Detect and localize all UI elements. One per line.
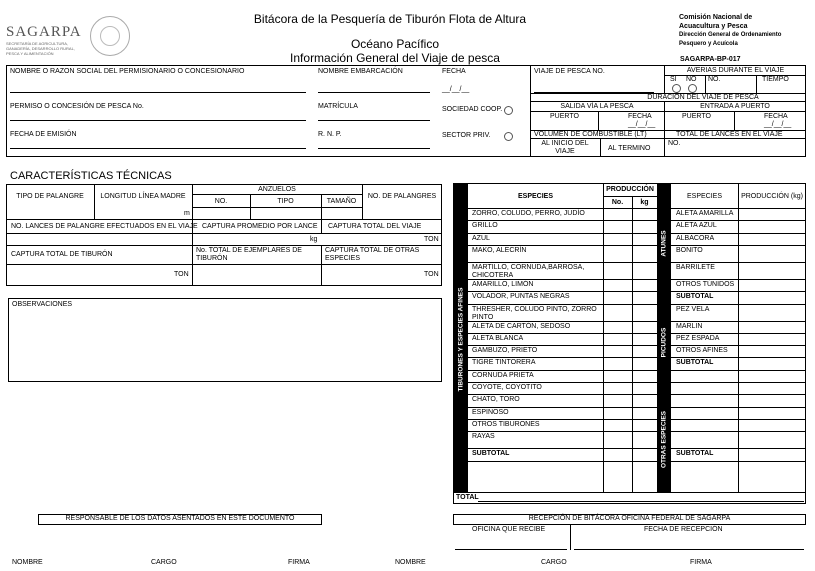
sig-firma-2: FIRMA (690, 559, 712, 566)
logo-text: SAGARPA (6, 24, 82, 40)
tech-heading: CARACTERÍSTICAS TÉCNICAS (10, 170, 172, 182)
rnp-label: R. N. P. (318, 131, 342, 138)
averias-no-radio[interactable] (688, 84, 697, 93)
averias-si-label: SI (670, 76, 677, 83)
produccion-kg-label: kg (640, 199, 649, 206)
recepcion-label: RECEPCIÓN DE BITÁCORA OFICINA FEDERAL DE SAGARPA (528, 515, 731, 522)
permiso-field[interactable] (10, 120, 306, 121)
averias-tiempo-label: TIEMPO (762, 76, 789, 83)
fecha-label: FECHA (442, 68, 466, 75)
matricula-label: MATRÍCULA (318, 103, 358, 110)
left-species-row: CORNUDA PRIETA (472, 371, 534, 379)
org-line-3: Dirección General de Ordenamiento (679, 32, 782, 38)
left-species-row: AZUL (472, 234, 490, 242)
left-species-row: ZORRO, COLUDO, PERRO, JUDÍO (472, 210, 585, 217)
left-species-row: CHATO, TORO (472, 396, 520, 404)
fecha-field[interactable]: __/__/__ (442, 86, 470, 93)
doc-subtitle-ocean: Océano Pacífico (350, 37, 440, 51)
right-species-row: ALETA AMARILLA (676, 210, 734, 217)
left-species-row: ALETA DE CARTÓN, SEDOSO (472, 322, 571, 330)
entrada-label: ENTRADA A PUERTO (700, 103, 770, 110)
longitud-unit: m (184, 210, 190, 217)
emision-label: FECHA DE EMISIÓN (10, 131, 77, 138)
left-species-row: AMARILLO, LIMÓN (472, 280, 534, 288)
left-species-row: ALETA BLANCA (472, 334, 524, 342)
ejemplares-label: No. TOTAL DE EJEMPLARES DE TIBURÓN (196, 247, 302, 262)
averias-si-radio[interactable] (672, 84, 681, 93)
left-species-row: TIGRE TINTORERA (472, 359, 536, 367)
right-species-row: BARRILETE (676, 263, 715, 271)
captura-tiburon-label: CAPTURA TOTAL DE TIBURÓN (11, 251, 113, 258)
doc-subtitle-info: Información General del Viaje de pesca (290, 51, 500, 65)
left-species-row: OTROS TIBURONES (472, 420, 540, 428)
left-species-row: GRILLO (472, 222, 498, 230)
right-species-row: PEZ VELA (676, 305, 710, 313)
total-field[interactable] (478, 501, 804, 502)
left-species-row: GAMBUZO, PRIETO (472, 347, 538, 355)
sig-nombre-1: NOMBRE (12, 559, 43, 566)
no-palangres-label: NO. DE PALANGRES (367, 193, 437, 200)
anzuelos-tamano-label: TAMAÑO (326, 198, 357, 205)
right-species-row: MARLIN (676, 322, 703, 330)
right-species-row: OTROS TÚNIDOS (676, 280, 735, 288)
right-species-row: SUBTOTAL (676, 359, 714, 367)
left-species-row: COYOTE, COYOTITO (472, 384, 542, 391)
oficina-label: OFICINA QUE RECIBE (472, 526, 546, 533)
longitud-label: LONGITUD LÍNEA MADRE (100, 193, 186, 200)
logo-subtext: SECRETARÍA DE AGRICULTURA, GANADERÍA, DESARROLLO RURAL, PESCA Y ALIMENTACIÓN (6, 41, 75, 56)
band-tiburones-label: TIBURONES Y ESPECIES AFINES (457, 287, 465, 392)
right-species-row: ALBACORA (676, 234, 715, 242)
lances-no-label: NO. (668, 140, 681, 147)
tipo-palangre-label: TIPO DE PALANGRE (16, 193, 84, 200)
lances-label: NO. LANCES DE PALANGRE EFECTUADOS EN EL VIAJE (11, 223, 198, 230)
permiso-label: PERMISO O CONCESIÓN DE PESCA No. (10, 103, 144, 110)
anzuelos-label: ANZUELOS (258, 186, 296, 193)
embarcacion-field[interactable] (318, 92, 430, 93)
form-code: SAGARPA-BP-017 (680, 56, 741, 63)
left-species-row: MARTILLO, CORNUDA,BARROSA, CHICOTERA (472, 263, 585, 279)
sig-cargo-1: CARGO (151, 559, 177, 566)
embarcacion-label: NOMBRE EMBARCACIÓN (318, 68, 403, 75)
oficina-field[interactable] (455, 549, 567, 550)
entrada-puerto-label: PUERTO (682, 113, 711, 120)
sig-firma-1: FIRMA (288, 559, 310, 566)
matricula-field[interactable] (318, 120, 430, 121)
al-termino-label: AL TERMINO (608, 145, 651, 152)
sociedad-label: SOCIEDAD COOP. (442, 106, 503, 113)
anzuelos-tipo-label: TIPO (277, 198, 294, 205)
band-atunes-label: ATUNES (660, 230, 668, 257)
left-species-row: SUBTOTAL (472, 450, 510, 458)
responsable-label: RESPONSABLE DE LOS DATOS ASENTADOS EN ESTE DOCUMENTO (65, 515, 295, 522)
observaciones-box[interactable] (8, 298, 442, 382)
otras-unit: TON (424, 271, 439, 278)
left-species-row: RAYAS (472, 433, 495, 441)
sector-label: SECTOR PRIV. (442, 132, 491, 139)
al-inicio-label: AL INICIO DEL VIAJE (541, 140, 589, 155)
seal-inner-icon (100, 26, 120, 46)
captura-tiburon-unit: TON (174, 271, 189, 278)
anzuelos-no-label: NO. (214, 198, 228, 205)
razon-social-field[interactable] (10, 92, 306, 93)
right-species-row: PEZ ESPADA (676, 334, 720, 342)
org-name (679, 14, 781, 48)
otras-label: CAPTURA TOTAL DE OTRAS ESPECIES (325, 247, 420, 262)
averias-no-label: NO (686, 76, 697, 83)
duracion-label: DURACIÓN DEL VIAJE DE PESCA (647, 94, 759, 101)
fecha-recepcion-field[interactable] (574, 549, 804, 550)
entrada-fecha-label: FECHA (764, 113, 788, 120)
total-label: TOTAL (456, 494, 479, 501)
left-species-row: ESPINOSO (472, 408, 509, 416)
observaciones-label: OBSERVACIONES (12, 301, 73, 308)
sociedad-radio[interactable] (504, 106, 513, 115)
sig-nombre-2: NOMBRE (395, 559, 426, 566)
emision-field[interactable] (10, 148, 306, 149)
left-species-row: VOLADOR, PUNTAS NEGRAS (472, 293, 570, 301)
right-species-row: ALETA AZUL (676, 222, 717, 230)
sector-radio[interactable] (504, 132, 513, 141)
captura-prom-unit: kg (310, 236, 318, 243)
org-line-4: Pesquero y Acuícola (679, 40, 738, 47)
rnp-field[interactable] (318, 148, 430, 149)
left-species-row: THRESHER, COLUDO PINTO, ZORRO PINTO (472, 305, 597, 321)
sig-cargo-2: CARGO (541, 559, 567, 566)
salida-fecha-label: FECHA (628, 113, 652, 120)
total-lances-label: TOTAL DE LANCES EN EL VIAJE (676, 131, 783, 138)
salida-label: SALIDA VÍA LA PESCA (560, 103, 634, 110)
salida-fecha-field[interactable]: __/__/__ (628, 121, 656, 128)
org-line-1: Comisión Nacional de (679, 14, 753, 21)
sagarpa-logo (6, 24, 84, 56)
right-species-row: SUBTOTAL (676, 450, 714, 458)
doc-title: Bitácora de la Pesquería de Tiburón Flota de Altura (253, 12, 527, 26)
right-species-col-label: ESPECIES (686, 193, 722, 200)
combustible-label: VOLUMEN DE COMBUSTIBLE (LT) (534, 131, 647, 138)
species-col-label: ESPECIES (517, 193, 553, 200)
averias-num-label: NO. (708, 76, 721, 83)
band-picudos-label: PICUDOS (660, 327, 668, 358)
band-otras-label: OTRAS ESPECIES (660, 410, 668, 469)
salida-puerto-label: PUERTO (550, 113, 579, 120)
captura-total-viaje-unit: TON (424, 236, 439, 243)
left-species-row: MAKO, ALECRÍN (472, 246, 527, 254)
fecha-recepcion-label: FECHA DE RECEPCIÓN (644, 526, 723, 533)
org-line-2: Acuacultura y Pesca (679, 22, 748, 30)
right-species-row: OTROS AFINES (676, 347, 728, 355)
right-species-row: BONITO (676, 246, 703, 254)
captura-prom-label: CAPTURA PROMEDIO POR LANCE (202, 223, 318, 230)
produccion-no-label: No. (611, 199, 624, 206)
right-produccion-col-label: PRODUCCIÓN (kg) (741, 193, 803, 200)
viaje-no-label: VIAJE DE PESCA NO. (534, 68, 605, 75)
right-species-row: SUBTOTAL (676, 293, 714, 301)
entrada-fecha-field[interactable]: __/__/__ (764, 121, 792, 128)
captura-total-viaje-label: CAPTURA TOTAL DEL VIAJE (328, 223, 422, 230)
averias-label: AVERIAS DURANTE EL VIAJE (686, 67, 785, 74)
razon-social-label: NOMBRE O RAZON SOCIAL DEL PERMISIONARIO O CONCESIONARIO (10, 68, 245, 75)
produccion-col-label: PRODUCCIÓN (606, 186, 654, 193)
